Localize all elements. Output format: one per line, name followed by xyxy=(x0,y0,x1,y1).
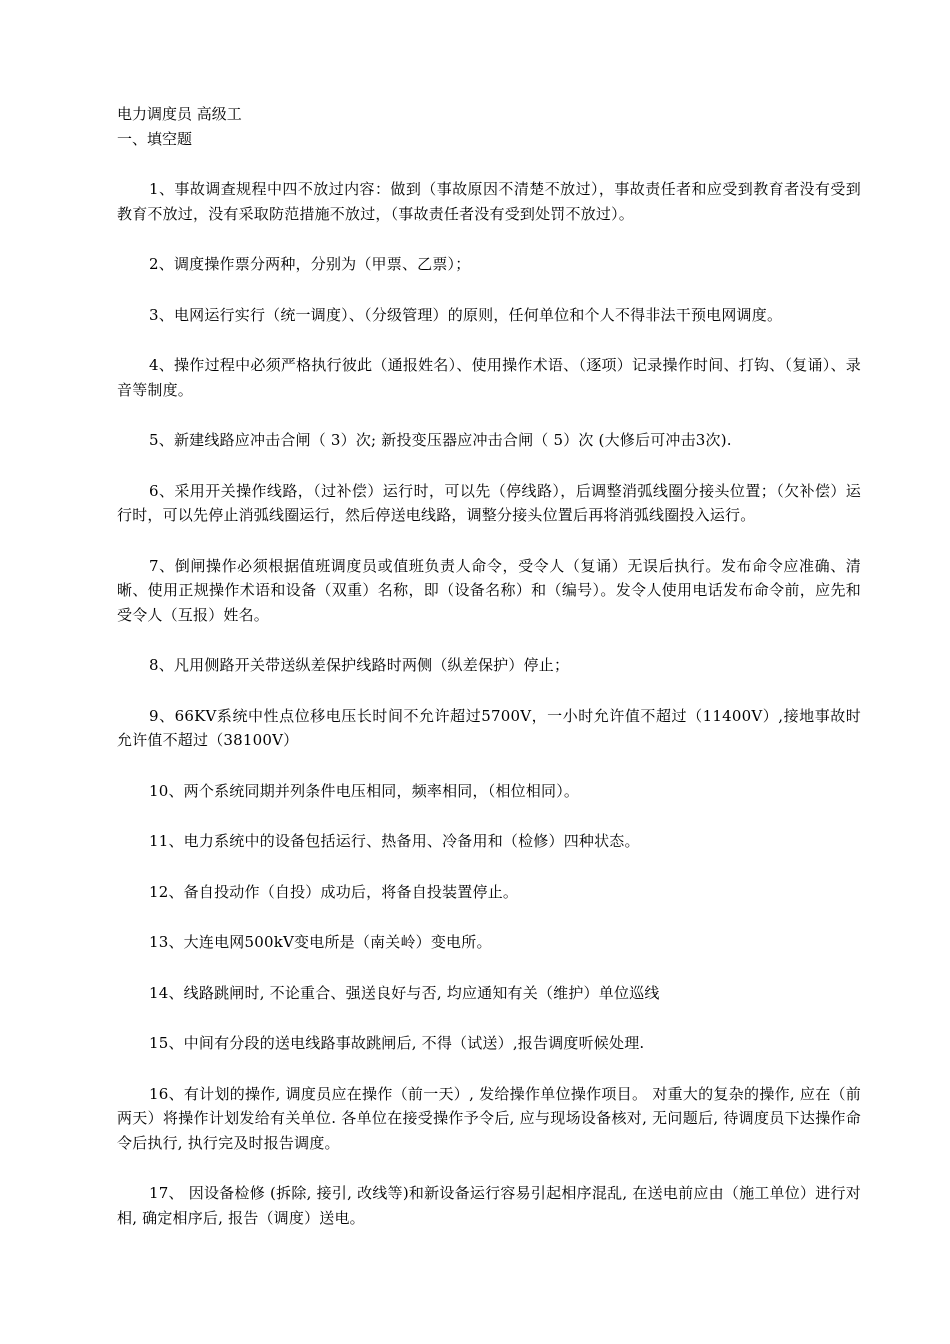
document-title: 电力调度员 高级工 xyxy=(117,105,242,123)
question-item-14: 14、线路跳闸时, 不论重合、强送良好与否, 均应通知有关（维护）单位巡线 xyxy=(149,983,660,1002)
question-item-3: 3、电网运行实行（统一调度）、（分级管理）的原则，任何单位和个人不得非法干预电网调度。 xyxy=(149,305,783,324)
question-item-6: 6、采用开关操作线路，（过补偿）运行时，可以先（停线路），后调整消弧线圈分接头位置；（欠补偿）运行时，可以先停止消弧线圈运行，然后停送电线路，调整分接头位置后再将消弧线圈投入运行。 xyxy=(117,481,861,524)
question-item-10: 10、两个系统同期并列条件电压相同，频率相同，（相位相同）。 xyxy=(149,781,580,800)
question-item-13: 13、大连电网500kV变电所是（南关岭）变电所。 xyxy=(149,933,492,951)
question-item-9: 9、66KV系统中性点位移电压长时间不允许超过5700V，一小时允许值不超过（11400V）,接地事故时允许值不超过（38100V） xyxy=(117,706,861,749)
question-item-15: 15、中间有分段的送电线路事故跳闸后, 不得（试送）,报告调度听候处理. xyxy=(149,1034,645,1052)
section-title: 一、填空题 xyxy=(117,129,193,148)
question-item-2: 2、调度操作票分两种，分别为（甲票、乙票）； xyxy=(149,255,471,273)
question-item-7: 7、倒闸操作必须根据值班调度员或值班负责人命令，受令人（复诵）无误后执行。发布命令应准确、清晰、使用正规操作术语和设备（双重）名称，即（设备名称）和（编号）。发令人使用电话发布命令前，应先和受令人（互报）姓名。 xyxy=(117,556,861,624)
question-item-8: 8、凡用侧路开关带送纵差保护线路时两侧（纵差保护）停止； xyxy=(149,656,570,674)
question-item-12: 12、备自投动作（自投）成功后，将备自投装置停止。 xyxy=(149,882,519,901)
question-item-16: 16、有计划的操作, 调度员应在操作（前一天）, 发给操作单位操作项目。 对重大的复杂的操作, 应在（前两天）将操作计划发给有关单位. 各单位在接受操作予令后, 应与现场设备核对, 无问题后, 待调度员下达操作命令后执行, 执行完及时报告调度。 xyxy=(117,1084,861,1152)
question-item-5: 5、新建线路应冲击合闸（ 3）次; 新投变压器应冲击合闸（ 5）次 (大修后可冲击3次). xyxy=(149,431,732,449)
question-item-17: 17、 因设备检修 (拆除, 接引, 改线等)和新设备运行容易引起相序混乱, 在送电前应由（施工单位）进行对相, 确定相序后, 报告（调度）送电。 xyxy=(117,1184,861,1227)
document-body xyxy=(117,102,861,1256)
question-item-4: 4、操作过程中必须严格执行彼此（通报姓名）、使用操作术语、（逐项）记录操作时间、打钩、（复诵）、录音等制度。 xyxy=(117,356,861,399)
question-item-11: 11、电力系统中的设备包括运行、热备用、冷备用和（检修）四种状态。 xyxy=(149,832,640,850)
question-item-1: 1、事故调查规程中四不放过内容：做到（事故原因不清楚不放过），事故责任者和应受到教育者没有受到教育不放过，没有采取防范措施不放过，（事故责任者没有受到处罚不放过）。 xyxy=(117,180,861,223)
